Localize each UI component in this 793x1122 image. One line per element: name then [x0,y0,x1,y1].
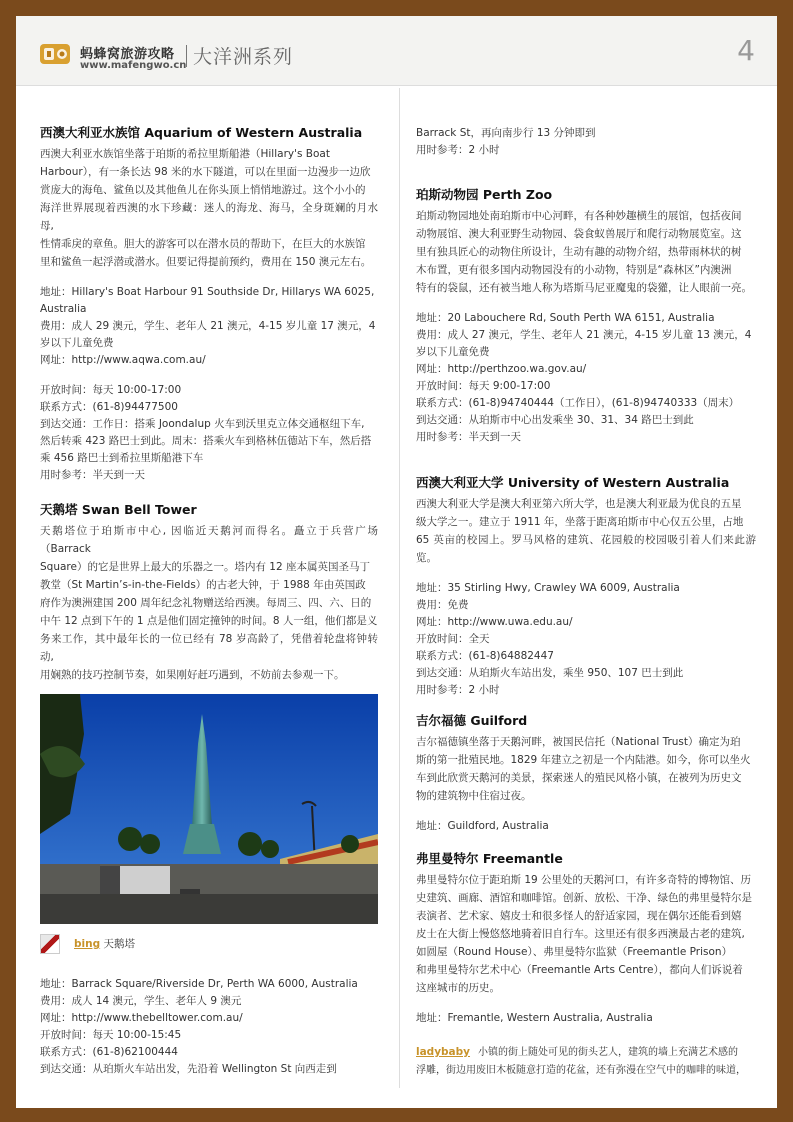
info-line: 用时参考：2 小时 [416,684,500,696]
photo-credit [40,934,378,954]
aquarium-desc [40,145,378,271]
quote-line: 浮雕，街边用废旧木板随意打造的花盆，还有弥漫在空气中的咖啡的味道， [416,1065,746,1076]
freemantle-desc [416,871,756,997]
user-quote [416,1043,756,1080]
text-line: 珀斯动物园地处南珀斯市中心河畔，有各种妙趣横生的展馆，包括夜间 [416,210,742,222]
info-line: 开放时间：每天 10:00-15:45 [40,1029,182,1041]
freemantle-info [416,1010,756,1027]
text-line: 和弗里曼特尔艺术中心（Freemantle Arts Centre），都向人们诉说着 [416,964,743,976]
bell-tower-photo [40,694,378,924]
brand-url: www.mafengwo.cn [80,60,187,71]
text-line: 教堂（St Martin’s-in-the-Fields）的古老大钟，于 1988 年由英国政 [40,579,366,591]
freemantle-title: 弗里曼特尔 Freemantle [416,851,563,866]
info-line: 网址：http://perthzoo.wa.gov.au/ [416,363,587,375]
text-line: 动物展馆、澳大利亚野生动物园、袋食蚁兽展厅和爬行动物展览室。这 [416,228,742,240]
info-line: 到达交通：工作日：搭乘 Joondalup 火车到沃里克立体交通枢纽下车, [40,418,365,430]
info-line: 开放时间：全天 [416,633,490,645]
info-line: 联系方式：(61-8)64882447 [416,650,554,662]
guilford-info [416,818,756,835]
header-separator [186,45,187,67]
info-line: 岁以下儿童免费 [40,337,114,349]
zoo-desc [416,207,756,297]
mafengwo-logo-icon [38,40,74,68]
text-line: 特有的袋鼠，还有被当地人称为塔斯马尼亚魔鬼的袋獾，让人眼前一亮。 [416,282,752,294]
text-line: 如圆屋（Round House）、弗里曼特尔监狱（Freemantle Prison） [416,946,733,958]
info-line: 地址：Hillary's Boat Harbour 91 Southside Dr, Hillarys WA 6025, [40,286,375,298]
zoo-info [416,310,756,446]
info-line: 联系方式：(61-8)62100444 [40,1046,178,1058]
info-line: Barrack St，再向南步行 13 分钟即到 [416,127,596,139]
quote-line [416,1043,756,1062]
uwa-section [416,474,756,699]
text-line: 表演者、艺术家、嬉皮士和很多怪人的舒适家园，现在偶尔还能看到嬉 [416,910,742,922]
quote-text: 小镇的街上随处可见的街头艺人，建筑的墙上充满艺术感的 [478,1047,739,1058]
text-line: 里有独具匠心的动物住所设计，生动有趣的动物介绍，热带雨林状的树 [416,246,742,258]
info-line: 到达交通：从珀斯市中心出发乘坐 30、31、34 路巴士到此 [416,414,694,426]
text-line: 府作为澳洲建国 200 周年纪念礼物赠送给西澳。每周三、四、六、日的 [40,597,372,609]
info-line: 开放时间：每天 9:00-17:00 [416,380,551,392]
text-line: 弗里曼特尔位于距珀斯 19 公里处的天鹅河口，有许多奇特的博物馆、历 [416,874,752,886]
text-line: 史建筑、画廊、酒馆和咖啡馆。创新、放松、干净、绿色的弗里曼特尔是 [416,892,752,904]
brand-name: 蚂蜂窝旅游攻略 [80,47,175,62]
guilford-section [416,712,756,835]
text-line: 物的建筑物中住宿过夜。 [416,790,532,802]
text-line: 里和鲨鱼一起浮潜或潜水。但要记得提前预约，费用在 150 澳元左右。 [40,256,372,268]
text-line: 西澳大利亚水族馆坐落于珀斯的希拉里斯船港（Hillary's Boat [40,148,330,160]
text-line: 级大学之一。建立于 1911 年，坐落于距离珀斯市中心仅五公里，占地 [416,516,744,528]
user-avatar[interactable] [40,934,60,954]
bell-tower-image [40,694,378,924]
info-line: 用时参考：半天到一天 [40,469,145,481]
page [16,16,777,1108]
info-line: 网址：http://www.aqwa.com.au/ [40,354,206,366]
info-line: 地址：20 Labouchere Rd, South Perth WA 6151, Australia [416,312,715,324]
bell-tower-title: 天鹅塔 Swan Bell Tower [40,502,197,517]
text-line: 中午 12 点到下午的 1 点是他们固定撞钟的时间。8 人一组，他们都是义 [40,615,378,627]
info-line: 然后转乘 423 路巴士到此。周末：搭乘火车到格林伍德站下车，然后搭 [40,435,372,447]
aquarium-title: 西澳大利亚水族馆 Aquarium of Western Australia [40,125,363,140]
guilford-title: 吉尔福德 Guilford [416,713,528,728]
info-line: 到达交通：从珀斯火车站出发，先沿着 Wellington St 向西走到 [40,1063,337,1075]
text-line: 木布置，更有很多国内动物园没有的小动物，特别是“森林区”内澳洲 [416,264,732,276]
info-line: 网址：http://www.uwa.edu.au/ [416,616,573,628]
info-line: 地址：Guildford, Australia [416,820,549,832]
credit-user-link[interactable]: bing [74,938,101,950]
text-line: 务来工作，其中最年长的一位已经有 78 岁高龄了，凭借着轮盘将钟转动, [40,633,378,663]
text-line: 西澳大利亚大学是澳大利亚第六所大学，也是澳大利亚最为优良的五星 [416,498,742,510]
uwa-info [416,580,756,699]
text-line: 65 英亩的校园上。罗马风格的建筑、花园般的校园吸引着人们来此游览。 [416,534,756,564]
zoo-section [416,186,756,446]
zoo-title: 珀斯动物园 Perth Zoo [416,187,553,202]
text-line: 性情乖戾的章鱼。胆大的游客可以在潜水员的帮助下，在巨大的水族馆 [40,238,366,250]
photo-caption: 天鹅塔 [103,938,135,950]
uwa-desc [416,495,756,567]
quote-user-link[interactable]: ladybaby [416,1046,471,1058]
text-line: 赏庞大的海龟、鲨鱼以及其他鱼儿在你头顶上悄悄地游过。这个小小的 [40,184,366,196]
text-line: 这座城市的历史。 [416,982,500,994]
column-divider [399,88,400,1088]
info-line: 开放时间：每天 10:00-17:00 [40,384,182,396]
info-line: 网址：http://www.thebelltower.com.au/ [40,1012,243,1024]
info-line: 用时参考：2 小时 [416,144,500,156]
series-title: 大洋洲系列 [193,46,294,68]
aquarium-section [40,124,378,484]
uwa-title: 西澳大利亚大学 University of Western Australia [416,475,730,490]
guilford-desc [416,733,756,805]
info-line: 到达交通：从珀斯火车站出发，乘坐 950、107 巴士到此 [416,667,684,679]
info-line: 地址：Barrack Square/Riverside Dr, Perth WA 6000, Australia [40,978,358,990]
text-line: Harbour），有一条长达 98 米的水下隧道，可以在里面一边漫步一边欣 [40,166,371,178]
text-line: 车到此欣赏天鹅河的美景，探索迷人的殖民风格小镇，在被列为历史文 [416,772,742,784]
info-line: 费用：成人 14 澳元，学生、老年人 9 澳元 [40,995,242,1007]
text-line: 海洋世界展现着西澳的水下珍藏：迷人的海龙、海马，全身斑斓的月水母, [40,202,378,232]
info-line: 用时参考：半天到一天 [416,431,521,443]
info-line: 联系方式：(61-8)94477500 [40,401,178,413]
info-line: 地址：35 Stirling Hwy, Crawley WA 6009, Australia [416,582,680,594]
freemantle-section [416,850,756,1080]
text-line: 斯的第一批殖民地。1829 年建立之初是一个内陆港。如今，你可以坐火 [416,754,751,766]
text-line: 皮士在大街上慢悠悠地骑着旧自行车。这里还有很多西澳最古老的建筑, [416,928,745,940]
bell-tower-info-cont [416,125,756,159]
info-line: 地址：Fremantle, Western Australia, Australia [416,1012,653,1024]
info-line: 岁以下儿童免费 [416,346,490,358]
info-line: 乘 456 路巴士到希拉里斯船港下车 [40,452,204,464]
info-line: 费用：成人 29 澳元，学生、老年人 21 澳元，4-15 岁儿童 17 澳元，4 [40,320,376,332]
text-line: 吉尔福德镇坐落于天鹅河畔，被国民信托（National Trust）确定为珀 [416,736,741,748]
page-header [16,16,777,86]
info-line: Australia [40,303,87,315]
text-line: 用娴熟的技巧控制节奏，如果刚好赶巧遇到，不妨前去参观一下。 [40,669,345,681]
text-line: 天鹅塔位于珀斯市中心, 因临近天鹅河而得名。矗立于兵营广场（Barrack [40,525,378,555]
text-line: Square）的它是世界上最大的乐器之一。塔内有 12 座本属英国圣马丁 [40,561,371,573]
info-line: 联系方式：(61-8)94740444（工作日），(61-8)94740333（周末） [416,397,740,409]
aquarium-info [40,284,378,369]
info-line: 费用：成人 27 澳元，学生、老年人 21 澳元，4-15 岁儿童 13 澳元，4 [416,329,752,341]
bell-tower-desc [40,522,378,684]
info-line: 费用：免费 [416,599,469,611]
bell-tower-info [40,976,378,1078]
aquarium-info-2 [40,382,378,484]
page-number: 4 [737,34,755,67]
